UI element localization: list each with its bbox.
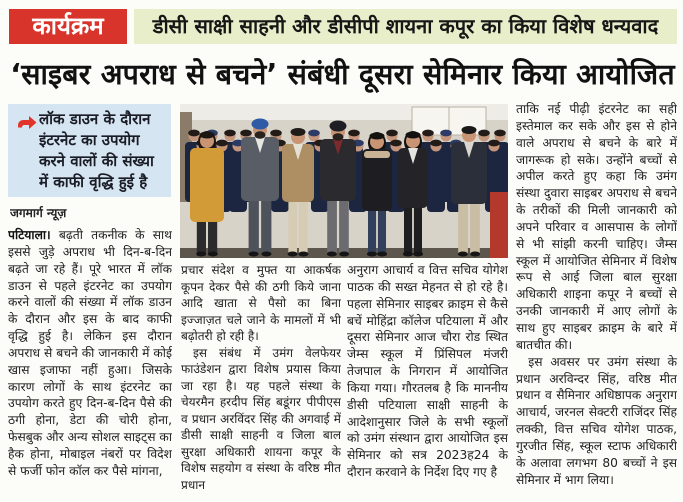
student-hair (224, 130, 236, 137)
person-shoe (458, 252, 468, 257)
highlight-line: लॉक डाउन के दौरान (39, 110, 151, 128)
article-column-2 (181, 262, 341, 495)
student-hair (478, 130, 490, 137)
person-leg (368, 207, 376, 254)
kicker-banner: डीसी साक्षी साहनी और डीसीपी शायना कपूर का किया विशेष धन्यवाद (134, 9, 677, 44)
highlight-line: इंटरनेट का उपयोग (39, 131, 140, 149)
person-leg (261, 197, 271, 254)
person-shoe (249, 252, 259, 257)
arrow-right-icon-shape (18, 116, 37, 129)
article-paragraph: इस संबंध में उमंग वेलफेयर फाउंडेशन द्वारा विशेष प्रयास किया जा रहा है। यह पहले संस्था के चेयरमैन हरदीप सिंह बडूंगर पीपीएस व प्रधान अरविंदर सिंह की अगवाई में डीसी साक्षी साहनी व जिला बाल सुरक्षा अधिकारी शायना कपूर के विशेष सहयोग व संस्था के वरिष्ठ मीत प्रधान (181, 345, 341, 492)
person-hair (406, 132, 421, 139)
article-column-3 (347, 262, 508, 495)
article-paragraph: अनुराग आचार्य व वित्त सचिव योगेश पाठक की सख्त मेहनत से हो रहे है। पहला सेमिनार साइबर क्राइम से कैसे बचें मोहिंद्रा कॉलेज पटियाला में और दूसरा सेमिनार आज चौरा रोड स्थित जेम्स स्कूल में प्रिंसिपल मंजरी तेजपाल के निगरान में आयोजित किया गया। गौरतलब है कि माननीय डीसी पटियाला साक्षी साहनी के आदेशानुसार जिले के सभी स्कूलों को उमंग संस्थान द्वारा आयोजित इस सेमिनार को सत्र 2023ह24 के दौरान करवाने के निर्देश दिए गए है (347, 263, 508, 480)
person-leg (299, 198, 308, 254)
student-hair (440, 130, 452, 137)
student-hair (216, 140, 228, 147)
group-photo-image (180, 104, 508, 258)
person-leg (288, 198, 297, 254)
person-beard (333, 133, 344, 141)
person-turban (252, 119, 269, 130)
person-shoe (403, 252, 413, 257)
person-leg (470, 200, 480, 254)
headline: ‘साइबर अपराध से बचने’ संबंधी दूसरा सेमिनार किया आयोजित (10, 58, 675, 91)
person-hair (370, 133, 385, 140)
article-column-1 (8, 227, 172, 495)
person-beard (255, 131, 266, 139)
student-hair (430, 140, 442, 147)
student-hair (270, 130, 282, 137)
person-leg (339, 197, 349, 254)
student-hair (386, 130, 398, 137)
article-paragraph: प्रचार संदेश व मुफ्त या आकर्षक कूपन देकर पैसे की ठगी किये जाना आदि खाता से पैसो का बिना इज्जाज़त चले जाने के मामलों में भी बढ़ोतरी हो रही है। (181, 263, 341, 343)
group-photo (180, 104, 508, 258)
highlight-text (39, 109, 167, 193)
article-column-4 (516, 101, 677, 495)
article-paragraph: ताकि नई पीढ़ी इंटरनेट का सही इस्तेमाल कर सके और इस से होने वाले अपराध से बचने के बारे में जागरूक हो सके। उन्होंने बच्चों से अपील करते हुए कहा कि उमंग संस्था दुवारा साइबर अपराध से बचने के तरीकों की मिली जानकारी को अपने परिवार व आसपास के लोगों से भी सांझी करनी चाहिए। जैम्स स्कूल में आयोजित सेमिनार में विशेष रूप से आई जिला बाल सुरक्षा अधिकारी शाइना कपूर ने बच्चों से उनकी जानकारी में आए लोगों के साथ हुए साइबर क्राइम के बारे में बातचीत की। (516, 102, 677, 352)
arrow-right-icon (17, 116, 37, 130)
person-shoe (298, 252, 308, 257)
student-hair (494, 130, 506, 137)
person-leg (378, 207, 386, 254)
person-torso (190, 148, 224, 222)
section-tag: कार्यक्रम (9, 9, 127, 44)
student-hair (188, 130, 200, 137)
highlight-line: में काफी वृद्धि हुई है (39, 173, 148, 191)
person-turban (330, 121, 347, 132)
person-leg (197, 218, 206, 254)
article-paragraph (8, 227, 172, 480)
person-leg (249, 197, 259, 254)
person-scarf (364, 151, 390, 158)
person-shoe (339, 252, 349, 257)
student-hair (308, 130, 320, 137)
dateline: पटियाला। (8, 228, 51, 242)
person-shoe (327, 252, 337, 257)
person-leg (327, 197, 337, 254)
person-shoe (208, 252, 218, 257)
person-hair (291, 128, 306, 136)
person-shoe (413, 252, 423, 257)
person-leg (208, 218, 217, 254)
student-hair (390, 140, 402, 147)
person-shoe (367, 252, 377, 257)
article-paragraph: इस अवसर पर उमंग संस्था के प्रधान अरविन्दर सिंह, वरिष्ठ मीत प्रधान व सैमिनार अधिष्ठापक अनुराग आचार्य, जरनल सेक्टरी राजिंदर सिंह लक्की, वित्त सचिव योगेश पाठक, गुरजीत सिंह, स्कूल स्टाफ अधिकारी के अलावा लगभग 80 बच्चों ने इस सेमिनार में भाग लिया। (516, 354, 677, 487)
byline: जगमार्ग न्यूज़ (10, 206, 67, 220)
person-leg (404, 204, 412, 254)
student-hair (348, 130, 360, 137)
person-shoe (196, 252, 206, 257)
photo-red-object (490, 192, 508, 258)
article-text: बढ़ती तकनीक के साथ इससे जुड़े अपराध भी दिन-ब-दिन बढ़ते जा रहे हैं। पूरे भारत में लॉक डाउन से पहले इंटरनेट का उपयोग करने वालों की संख्या में लॉक डाउन के दौरान और इस के बाद काफी वृद्धि हुई है। लेकिन इस दौरान अपराध से बचने की जानकारी में कोई खास इजाफा नहीं हुआ। जिसके कारण लोगों के साथ इंटरनेट का उपयोग करते हुए दिन-ब-दिन पैसे की ठगी होना, डेटा की चोरी होना, फेसबुक और अन्य सोशल साइट्स का हैक होना, मोबाइल नंबरों पर विदेश से फर्जी फोन कॉल कर पैसे मांगना, (8, 228, 172, 478)
person-shoe (377, 252, 387, 257)
person-shoe (261, 252, 271, 257)
person-torso (362, 149, 392, 211)
student-body (427, 152, 445, 212)
student-hair (488, 140, 500, 147)
highlight-line: करने वालों की संख्या (39, 152, 154, 170)
person-leg (414, 204, 422, 254)
person-hair (200, 132, 215, 139)
person-shoe (470, 252, 480, 257)
person-shoe (288, 252, 298, 257)
person-hair (462, 126, 477, 134)
student-hair (422, 130, 434, 137)
student-hair (240, 130, 252, 137)
highlight-box (8, 104, 171, 197)
person-leg (458, 200, 468, 254)
